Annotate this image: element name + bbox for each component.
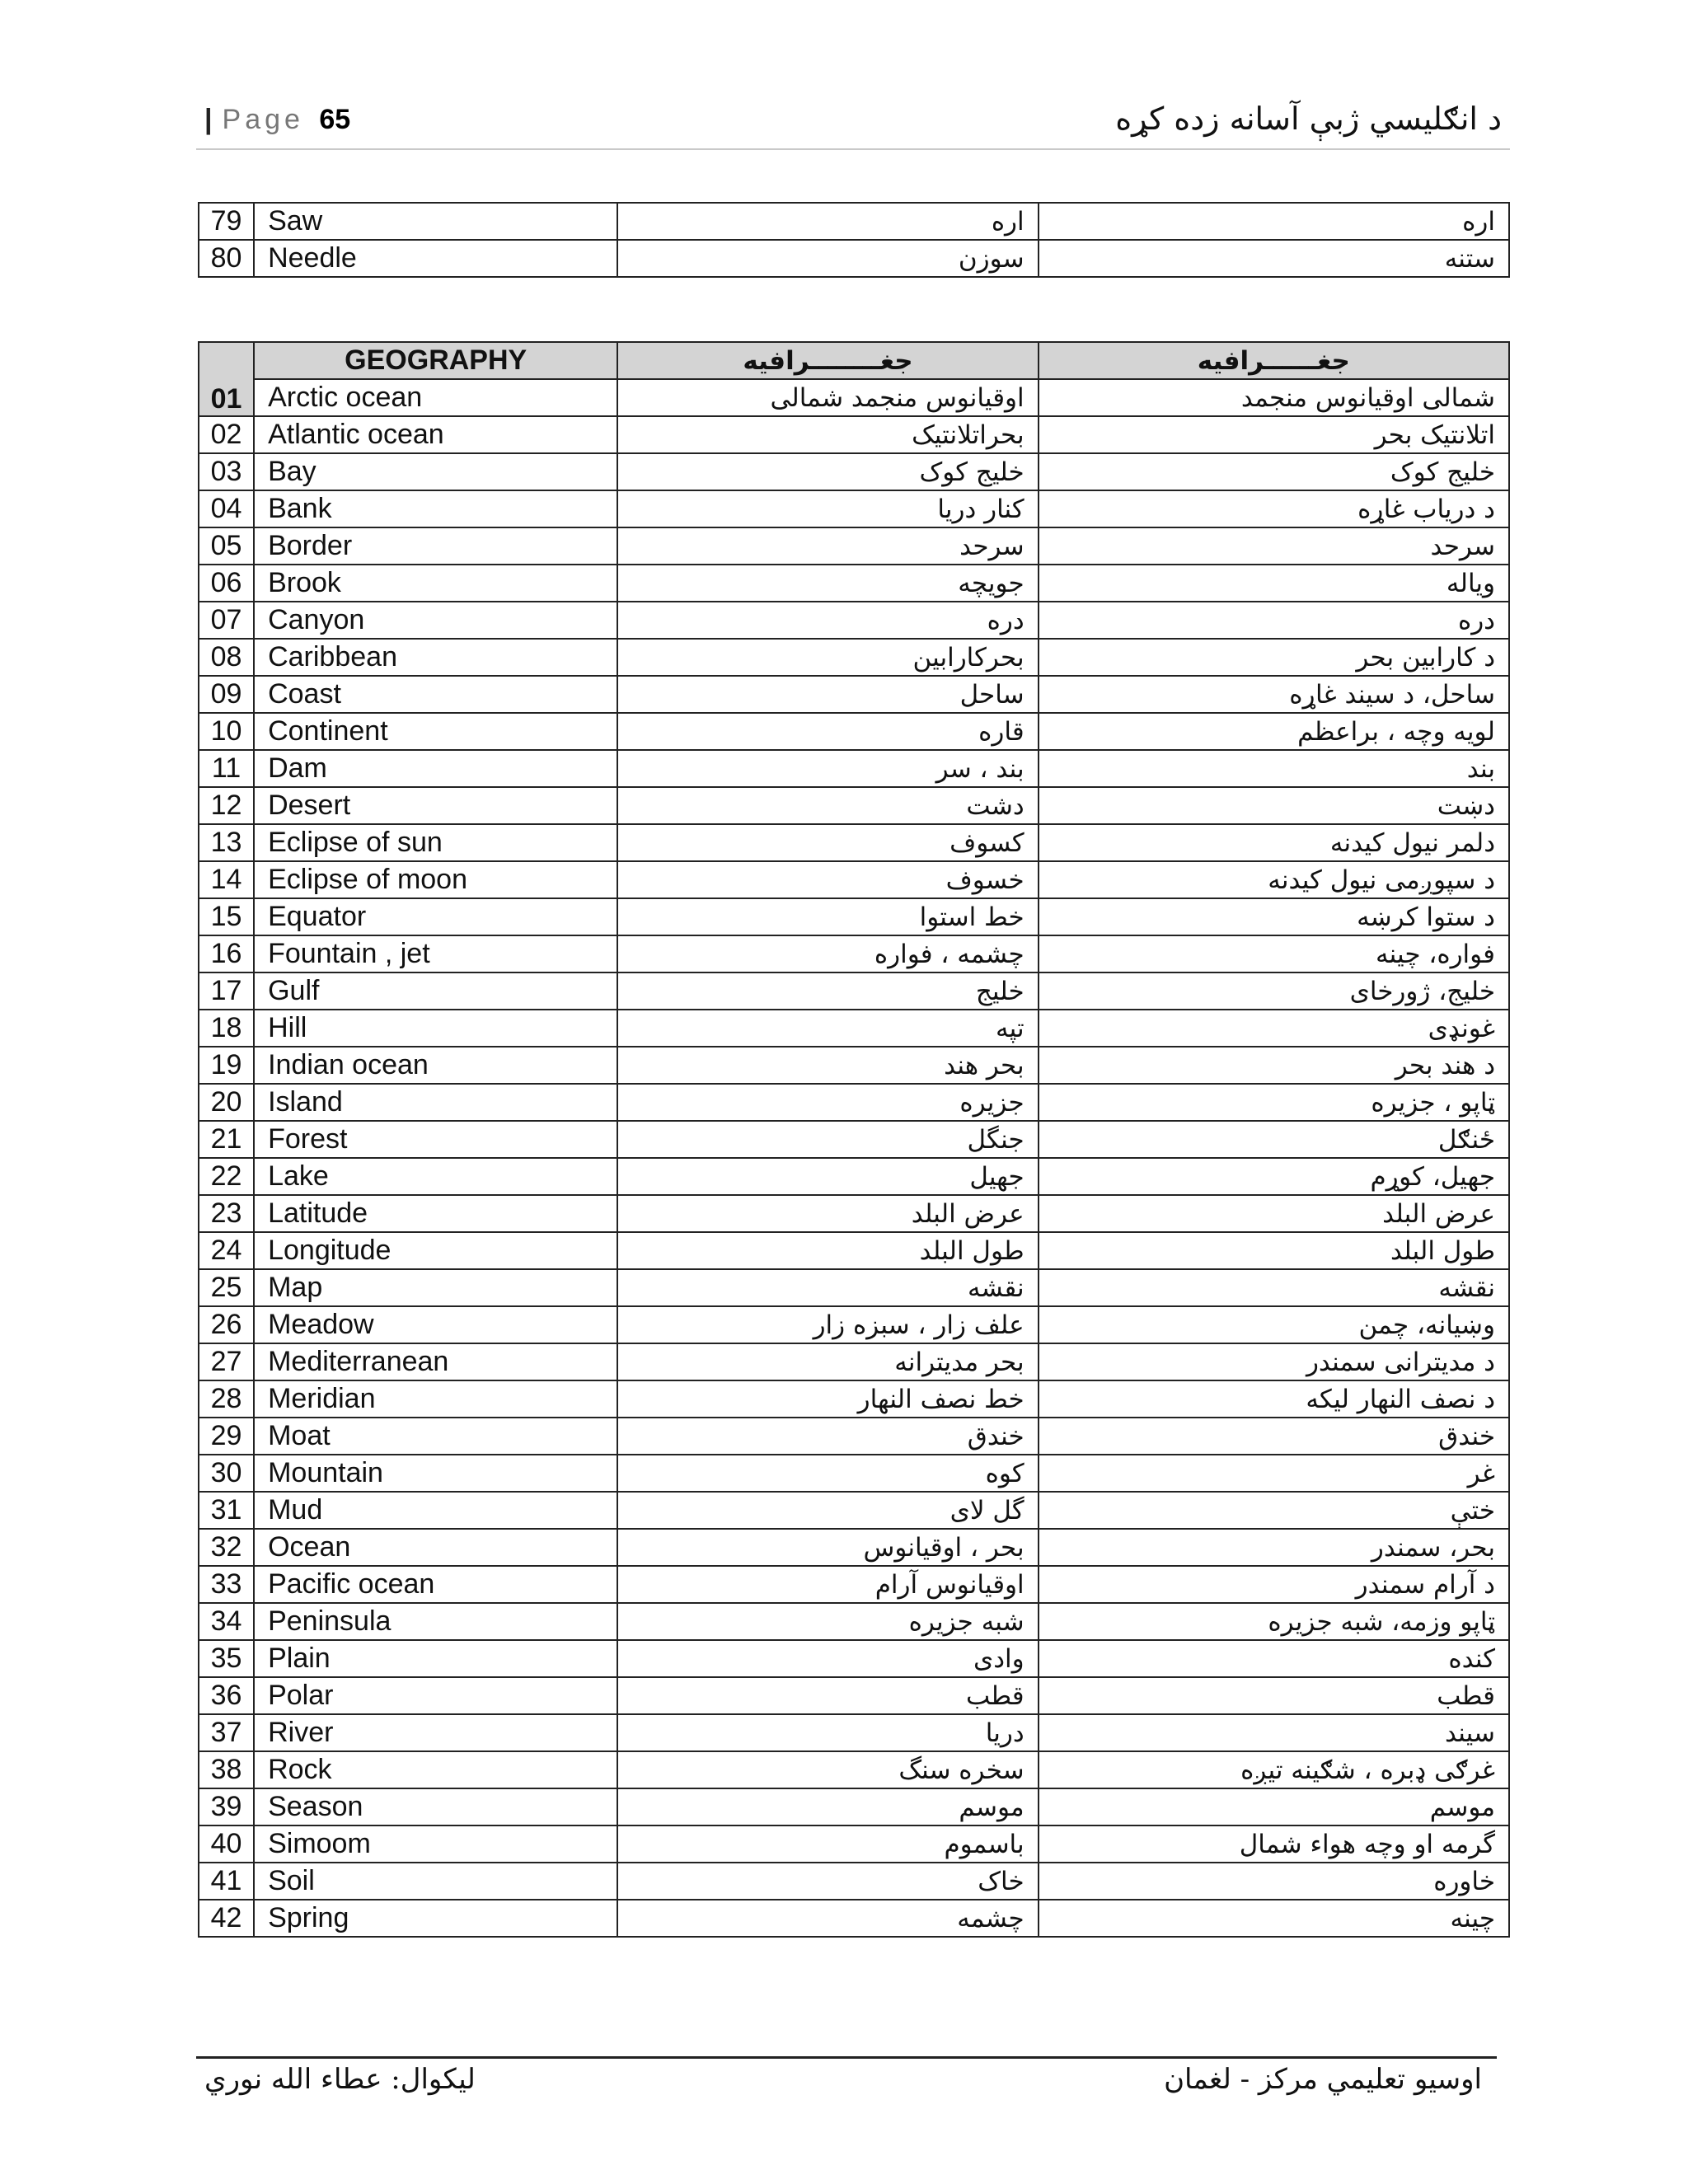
english-term: Island [254, 1084, 617, 1121]
geography-header-num [199, 342, 254, 416]
english-term: Latitude [254, 1195, 617, 1232]
dari-term: خسوف [617, 861, 1038, 898]
table-row [199, 602, 1509, 639]
row-number: 25 [199, 1269, 254, 1306]
pashto-term: وښیانه، چمن [1039, 1306, 1509, 1343]
geography-table [198, 341, 1510, 1938]
table-row [199, 453, 1509, 490]
row-number: 19 [199, 1047, 254, 1084]
row-number: 37 [199, 1714, 254, 1751]
row-number: 40 [199, 1825, 254, 1863]
geography-table-body [199, 342, 1509, 1937]
geography-header-dari: جغــــــــرافيه [617, 342, 1038, 379]
dari-term: بحر هند [617, 1047, 1038, 1084]
pashto-term: بحر، سمندر [1039, 1529, 1509, 1566]
english-term: Meridian [254, 1380, 617, 1418]
pashto-term: خلیج کوک [1039, 453, 1509, 490]
english-term: Spring [254, 1900, 617, 1937]
row-number: 29 [199, 1418, 254, 1455]
footer-divider [196, 2056, 1497, 2059]
dari-term: اوقیانوس آرام [617, 1566, 1038, 1603]
row-number: 04 [199, 490, 254, 527]
dari-term: خط استوا [617, 898, 1038, 935]
table-row [199, 203, 1509, 240]
english-term: Desert [254, 787, 617, 824]
table-row [199, 1677, 1509, 1714]
pashto-term: ویاله [1039, 565, 1509, 602]
pashto-term: ستنه [1039, 240, 1509, 277]
row-number: 16 [199, 935, 254, 972]
pashto-term: سیند [1039, 1714, 1509, 1751]
pashto-term: دښت [1039, 787, 1509, 824]
table-row [199, 416, 1509, 453]
table-row [199, 1455, 1509, 1492]
english-term: Atlantic ocean [254, 416, 617, 453]
english-term: Border [254, 527, 617, 565]
english-term: Caribbean [254, 639, 617, 676]
table-row [199, 1714, 1509, 1751]
table-row [199, 1195, 1509, 1232]
geography-header-pashto: جغــــــرافيه [1039, 342, 1509, 379]
table-row [199, 1418, 1509, 1455]
dari-term: بحر مدیترانه [617, 1343, 1038, 1380]
dari-term: بحر ، اوقیانوس [617, 1529, 1038, 1566]
english-term: Eclipse of moon [254, 861, 617, 898]
pashto-term: ټاپو ، جزیره [1039, 1084, 1509, 1121]
dari-term: ساحل [617, 676, 1038, 713]
pashto-term: دلمر نیول کیدنه [1039, 824, 1509, 861]
table-row [199, 713, 1509, 750]
dari-term: اره [617, 203, 1038, 240]
pashto-term: عرض البلد [1039, 1195, 1509, 1232]
geography-header-row [199, 342, 1509, 379]
dari-term: خاک [617, 1863, 1038, 1900]
pashto-term: اره [1039, 203, 1509, 240]
english-term: Moat [254, 1418, 617, 1455]
row-number: 36 [199, 1677, 254, 1714]
pashto-term: د درياب غاړه [1039, 490, 1509, 527]
dari-term: جزیره [617, 1084, 1038, 1121]
book-title: د انګليسي ژبې آسانه زده کړه [1115, 101, 1502, 137]
pashto-term: غر [1039, 1455, 1509, 1492]
table-row [199, 490, 1509, 527]
page-label [204, 104, 350, 136]
pashto-term: سرحد [1039, 527, 1509, 565]
table-row [199, 898, 1509, 935]
dari-term: کسوف [617, 824, 1038, 861]
table-row [199, 1306, 1509, 1343]
dari-term: سوزن [617, 240, 1038, 277]
table-row [199, 676, 1509, 713]
dari-term: کوه [617, 1455, 1038, 1492]
table-row [199, 1047, 1509, 1084]
dari-term: دره [617, 602, 1038, 639]
row-number: 27 [199, 1343, 254, 1380]
english-term: Ocean [254, 1529, 617, 1566]
table-row [199, 787, 1509, 824]
dari-term: قاره [617, 713, 1038, 750]
pashto-term: د سپوږمی نیول کیدنه [1039, 861, 1509, 898]
pashto-term: اتلانتیک بحر [1039, 416, 1509, 453]
row-number: 15 [199, 898, 254, 935]
pashto-term: د مدیترانی سمندر [1039, 1343, 1509, 1380]
footer-institution: اوسيو تعليمي مرکز - لغمان [1164, 2063, 1482, 2096]
page-label-bar: | [204, 104, 213, 135]
dari-term: وادی [617, 1640, 1038, 1677]
table-row [199, 1492, 1509, 1529]
english-term: Bank [254, 490, 617, 527]
english-term: Coast [254, 676, 617, 713]
dari-term: طول البلد [617, 1232, 1038, 1269]
dari-term: باسموم [617, 1825, 1038, 1863]
english-term: Saw [254, 203, 617, 240]
row-number: 09 [199, 676, 254, 713]
dari-term: سرحد [617, 527, 1038, 565]
pashto-term: لویه وچه ، براعظم [1039, 713, 1509, 750]
row-number: 32 [199, 1529, 254, 1566]
row-number: 30 [199, 1455, 254, 1492]
table-row [199, 1158, 1509, 1195]
english-term: River [254, 1714, 617, 1751]
row-number: 14 [199, 861, 254, 898]
row-number: 23 [199, 1195, 254, 1232]
page-number: 65 [319, 104, 351, 135]
vocab-table-continued [198, 202, 1510, 278]
row-number: 22 [199, 1158, 254, 1195]
pashto-term: خندق [1039, 1418, 1509, 1455]
page-word: Page [222, 104, 304, 135]
table-row [199, 1900, 1509, 1937]
table-row [199, 1788, 1509, 1825]
pashto-term: موسم [1039, 1788, 1509, 1825]
dari-term: بحرکارابین [617, 639, 1038, 676]
table-row [199, 750, 1509, 787]
dari-term: جنگل [617, 1121, 1038, 1158]
row-number: 11 [199, 750, 254, 787]
table-row [199, 1380, 1509, 1418]
dari-term: بند ، سر [617, 750, 1038, 787]
english-term: Equator [254, 898, 617, 935]
table-row [199, 565, 1509, 602]
row-number: 39 [199, 1788, 254, 1825]
table-row [199, 1640, 1509, 1677]
english-term: Peninsula [254, 1603, 617, 1640]
table-row [199, 1825, 1509, 1863]
table-row [199, 861, 1509, 898]
table-row [199, 1010, 1509, 1047]
pashto-term: شمالی اوقیانوس منجمد [1039, 379, 1509, 416]
english-term: Polar [254, 1677, 617, 1714]
english-term: Simoom [254, 1825, 617, 1863]
dari-term: چشمه [617, 1900, 1038, 1937]
english-term: Dam [254, 750, 617, 787]
dari-term: دشت [617, 787, 1038, 824]
english-term: Forest [254, 1121, 617, 1158]
english-term: Brook [254, 565, 617, 602]
table-row [199, 1343, 1509, 1380]
dari-term: خلیج [617, 972, 1038, 1010]
dari-term: موسم [617, 1788, 1038, 1825]
vocab-table-continued-body [199, 203, 1509, 277]
row-number: 79 [199, 203, 254, 240]
dari-term: چشمه ، فواره [617, 935, 1038, 972]
row-number: 10 [199, 713, 254, 750]
english-term: Hill [254, 1010, 617, 1047]
english-term: Mud [254, 1492, 617, 1529]
english-term: Eclipse of sun [254, 824, 617, 861]
table-row [199, 1751, 1509, 1788]
row-number: 13 [199, 824, 254, 861]
english-term: Continent [254, 713, 617, 750]
row-number: 80 [199, 240, 254, 277]
pashto-term: ختې [1039, 1492, 1509, 1529]
pashto-term: خلیج، ژورخای [1039, 972, 1509, 1010]
pashto-term: دره [1039, 602, 1509, 639]
row-number: 07 [199, 602, 254, 639]
footer-author: ليکوال: عطاء الله نوري [204, 2063, 476, 2096]
pashto-term: ځنګل [1039, 1121, 1509, 1158]
english-term: Map [254, 1269, 617, 1306]
pashto-term: جهیل، کوړم [1039, 1158, 1509, 1195]
row-number: 21 [199, 1121, 254, 1158]
english-term: Meadow [254, 1306, 617, 1343]
english-term: Pacific ocean [254, 1566, 617, 1603]
english-term: Mediterranean [254, 1343, 617, 1380]
dari-term: قطب [617, 1677, 1038, 1714]
geography-header-english: GEOGRAPHY [254, 342, 617, 379]
english-term: Gulf [254, 972, 617, 1010]
row-number: 18 [199, 1010, 254, 1047]
dari-term: اوقيانوس منجمد شمالی [617, 379, 1038, 416]
dari-term: خلیج کوک [617, 453, 1038, 490]
english-term: Longitude [254, 1232, 617, 1269]
pashto-term: چینه [1039, 1900, 1509, 1937]
dari-term: بحراتلانتیک [617, 416, 1038, 453]
dari-term: گل لای [617, 1492, 1038, 1529]
row-number: 08 [199, 639, 254, 676]
table-row [199, 1269, 1509, 1306]
row-number: 05 [199, 527, 254, 565]
row-number: 31 [199, 1492, 254, 1529]
row-number: 06 [199, 565, 254, 602]
pashto-term: بند [1039, 750, 1509, 787]
row-number: 02 [199, 416, 254, 453]
dari-term: سخره سنگ [617, 1751, 1038, 1788]
english-term: Rock [254, 1751, 617, 1788]
pashto-term: گرمه او وچه هواء شمال [1039, 1825, 1509, 1863]
row-number: 28 [199, 1380, 254, 1418]
english-term: Canyon [254, 602, 617, 639]
row-number: 38 [199, 1751, 254, 1788]
table-row [199, 972, 1509, 1010]
table-row [199, 639, 1509, 676]
pashto-term: غرګی ډبره ، شګینه تیږه [1039, 1751, 1509, 1788]
dari-term: خط نصف النهار [617, 1380, 1038, 1418]
row-number: 03 [199, 453, 254, 490]
table-row [199, 1232, 1509, 1269]
dari-term: جهیل [617, 1158, 1038, 1195]
table-row [199, 1566, 1509, 1603]
dari-term: علف زار ، سبزه زار [617, 1306, 1038, 1343]
english-term: Indian ocean [254, 1047, 617, 1084]
english-term: Arctic ocean [254, 379, 617, 416]
pashto-term: قطب [1039, 1677, 1509, 1714]
pashto-term: نقشه [1039, 1269, 1509, 1306]
pashto-term: د نصف النهار لیکه [1039, 1380, 1509, 1418]
table-row [199, 240, 1509, 277]
table-row [199, 379, 1509, 416]
pashto-term: فواره، چینه [1039, 935, 1509, 972]
english-term: Bay [254, 453, 617, 490]
dari-term: عرض البلد [617, 1195, 1038, 1232]
english-term: Plain [254, 1640, 617, 1677]
pashto-term: ټاپو وزمه، شبه جزیره [1039, 1603, 1509, 1640]
table-row [199, 1603, 1509, 1640]
english-term: Mountain [254, 1455, 617, 1492]
pashto-term: غونډی [1039, 1010, 1509, 1047]
pashto-term: د کارابین بحر [1039, 639, 1509, 676]
english-term: Soil [254, 1863, 617, 1900]
row-number: 17 [199, 972, 254, 1010]
dari-term: نقشه [617, 1269, 1038, 1306]
table-row [199, 1529, 1509, 1566]
table-row [199, 824, 1509, 861]
pashto-term: خاوره [1039, 1863, 1509, 1900]
row-number: 35 [199, 1640, 254, 1677]
geography-first-num: 01 [210, 383, 242, 415]
row-number: 34 [199, 1603, 254, 1640]
pashto-term: د هند بحر [1039, 1047, 1509, 1084]
english-term: Lake [254, 1158, 617, 1195]
page-header [196, 101, 1510, 150]
dari-term: شبه جزیره [617, 1603, 1038, 1640]
row-number: 12 [199, 787, 254, 824]
table-row [199, 935, 1509, 972]
dari-term: کنار دریا [617, 490, 1038, 527]
dari-term: جویچه [617, 565, 1038, 602]
english-term: Needle [254, 240, 617, 277]
row-number: 24 [199, 1232, 254, 1269]
row-number: 33 [199, 1566, 254, 1603]
table-row [199, 1084, 1509, 1121]
pashto-term: طول البلد [1039, 1232, 1509, 1269]
english-term: Season [254, 1788, 617, 1825]
row-number: 42 [199, 1900, 254, 1937]
row-number: 20 [199, 1084, 254, 1121]
table-row [199, 1863, 1509, 1900]
dari-term: دریا [617, 1714, 1038, 1751]
table-row [199, 527, 1509, 565]
pashto-term: کنده [1039, 1640, 1509, 1677]
dari-term: تپه [617, 1010, 1038, 1047]
pashto-term: د آرام سمندر [1039, 1566, 1509, 1603]
table-row [199, 1121, 1509, 1158]
english-term: Fountain , jet [254, 935, 617, 972]
pashto-term: ساحل، د سیند غاړه [1039, 676, 1509, 713]
dari-term: خندق [617, 1418, 1038, 1455]
row-number: 41 [199, 1863, 254, 1900]
row-number: 26 [199, 1306, 254, 1343]
pashto-term: د ستوا کرښه [1039, 898, 1509, 935]
header-divider [196, 148, 1510, 150]
